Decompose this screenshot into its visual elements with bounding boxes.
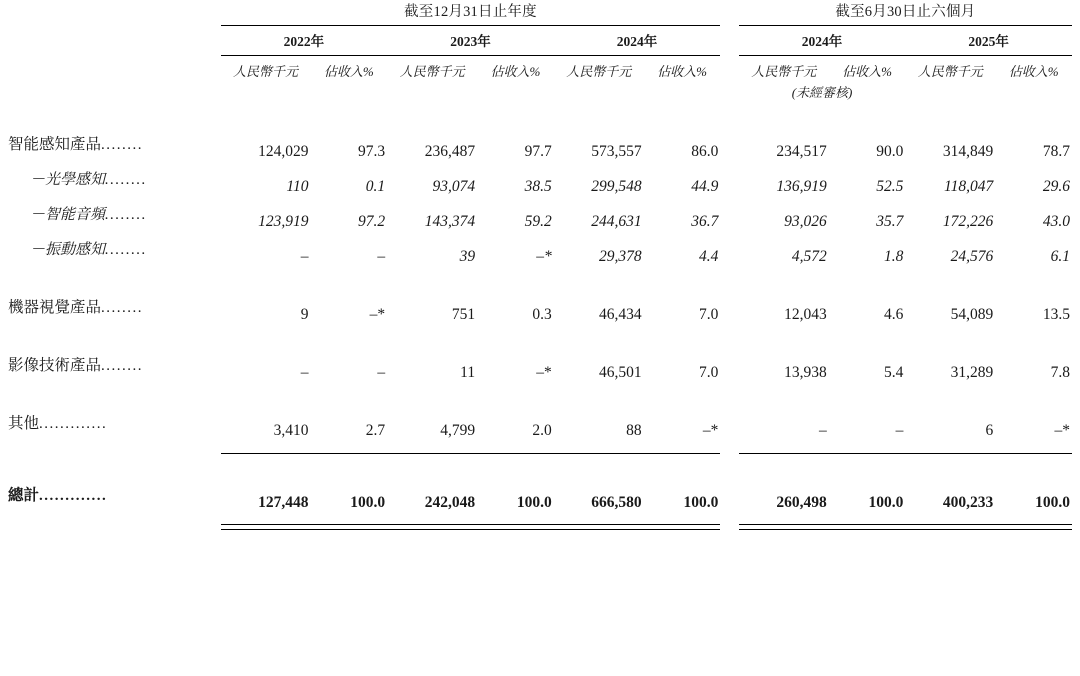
cell-total-c4: 666,580 bbox=[591, 494, 642, 511]
cell-r0-c1: 97.3 bbox=[358, 143, 386, 160]
cell-r4-c2: 751 bbox=[451, 306, 476, 323]
cell-r5-c0: – bbox=[300, 364, 309, 381]
cell-r0-c2: 236,487 bbox=[424, 143, 476, 160]
cell-r3-c4: 29,378 bbox=[599, 248, 642, 265]
spacer-row bbox=[8, 440, 1072, 452]
cell-r2-c3: 59.2 bbox=[524, 213, 552, 230]
cell-r1-c4: 299,548 bbox=[591, 178, 642, 195]
cell-r6-c8: 6 bbox=[985, 422, 994, 439]
unit-header-rmb-2023: 人民幣千元 bbox=[399, 64, 465, 79]
dbl-rule-col-5 bbox=[644, 525, 721, 530]
cell-r3-c0: – bbox=[300, 248, 309, 265]
cell-r0-c8: 314,849 bbox=[942, 143, 994, 160]
dbl-rule-col-0 bbox=[221, 525, 311, 530]
cell-r3-c5: 4.4 bbox=[698, 248, 719, 265]
cell-r0-c7: 90.0 bbox=[876, 143, 904, 160]
cell-r5-c2: 11 bbox=[460, 364, 476, 381]
cell-r6-c2: 4,799 bbox=[440, 422, 476, 439]
period-header-2025h1: 2025年 bbox=[968, 34, 1009, 49]
cell-r1-c9: 29.6 bbox=[1042, 178, 1070, 195]
cell-r6-c0: 3,410 bbox=[273, 422, 309, 439]
cell-r6-c6: – bbox=[818, 422, 827, 439]
cell-r2-c6: 93,026 bbox=[784, 213, 827, 230]
cell-r5-c6: 13,938 bbox=[784, 364, 827, 381]
unit-header-rmb-2024h1: 人民幣千元 bbox=[751, 64, 817, 79]
cell-r3-c9: 6.1 bbox=[1050, 248, 1070, 265]
cell-total-c3: 100.0 bbox=[516, 494, 552, 511]
cell-r1-c2: 93,074 bbox=[432, 178, 476, 195]
unit-header-rmb-2024: 人民幣千元 bbox=[566, 64, 632, 79]
cell-r1-c7: 52.5 bbox=[876, 178, 904, 195]
cell-r4-c6: 12,043 bbox=[784, 306, 827, 323]
cell-r2-c4: 244,631 bbox=[591, 213, 642, 230]
cell-total-c5: 100.0 bbox=[683, 494, 719, 511]
dbl-rule-col-7 bbox=[829, 525, 906, 530]
cell-r3-c6: 4,572 bbox=[791, 248, 827, 265]
cell-r6-c4: 88 bbox=[626, 422, 642, 439]
cell-r5-c5: 7.0 bbox=[698, 364, 719, 381]
cell-total-c2: 242,048 bbox=[424, 494, 476, 511]
cell-r1-c6: 136,919 bbox=[776, 178, 827, 195]
cell-total-c1: 100.0 bbox=[350, 494, 386, 511]
table-row-total bbox=[8, 476, 1072, 512]
cell-r2-c8: 172,226 bbox=[942, 213, 994, 230]
dbl-rule-col-8 bbox=[905, 525, 995, 530]
cell-r0-c3: 97.7 bbox=[524, 143, 552, 160]
spacer-row bbox=[8, 382, 1072, 404]
spacer-row bbox=[8, 512, 1072, 525]
dbl-rule-col-4 bbox=[554, 525, 644, 530]
cell-r5-c4: 46,501 bbox=[599, 364, 642, 381]
cell-r6-c1: 2.7 bbox=[365, 422, 386, 439]
cell-r0-c6: 234,517 bbox=[776, 143, 827, 160]
cell-r4-c9: 13.5 bbox=[1042, 306, 1070, 323]
cell-total-c6: 260,498 bbox=[776, 494, 827, 511]
cell-r4-c3: 0.3 bbox=[532, 306, 552, 323]
dbl-rule-col-1 bbox=[311, 525, 388, 530]
cell-r5-c1: – bbox=[377, 364, 386, 381]
table-row bbox=[8, 125, 1072, 161]
table-row bbox=[8, 161, 1072, 196]
cell-r4-c5: 7.0 bbox=[698, 306, 719, 323]
cell-r0-c5: 86.0 bbox=[691, 143, 719, 160]
cell-r0-c0: 124,029 bbox=[258, 143, 309, 160]
dbl-rule-col-2 bbox=[387, 525, 477, 530]
unaudited-note-row bbox=[8, 82, 1072, 103]
group-header-interim: 截至6月30日止六個月 bbox=[835, 4, 976, 20]
period-header-2024: 2024年 bbox=[616, 34, 658, 49]
period-header-row bbox=[8, 26, 1072, 55]
unit-header-pct-2023: 佔收入% bbox=[490, 64, 541, 79]
cell-r2-c9: 43.0 bbox=[1042, 213, 1070, 230]
dbl-rule-col-3 bbox=[477, 525, 554, 530]
unit-header-row bbox=[8, 56, 1072, 83]
cell-r6-c7: – bbox=[895, 422, 904, 439]
group-header-annual: 截至12月31日止年度 bbox=[404, 4, 537, 20]
cell-r1-c0: 110 bbox=[286, 178, 309, 195]
dbl-rule-col-6 bbox=[739, 525, 829, 530]
row-label-vibration-sensing: －振動感知........ bbox=[30, 242, 148, 258]
cell-r0-c4: 573,557 bbox=[591, 143, 642, 160]
spacer-row bbox=[8, 324, 1072, 346]
table-row bbox=[8, 231, 1072, 266]
cell-r2-c0: 123,919 bbox=[258, 213, 309, 230]
period-header-2024h1: 2024年 bbox=[801, 34, 843, 49]
cell-r3-c7: 1.8 bbox=[883, 248, 904, 265]
table-row bbox=[8, 404, 1072, 440]
cell-r2-c2: 143,374 bbox=[424, 213, 476, 230]
spacer-row bbox=[8, 266, 1072, 288]
unit-header-pct-2024h1: 佔收入% bbox=[842, 64, 892, 79]
cell-r1-c5: 44.9 bbox=[691, 178, 719, 195]
cell-r0-c9: 78.7 bbox=[1042, 143, 1070, 160]
row-label-smart-sensing: 智能感知產品........ bbox=[8, 136, 144, 153]
cell-r1-c1: 0.1 bbox=[365, 178, 386, 195]
cell-r3-c8: 24,576 bbox=[950, 248, 994, 265]
cell-r6-c5: –* bbox=[702, 422, 719, 439]
unit-header-pct-2022: 佔收入% bbox=[323, 64, 374, 79]
total-double-rule-row bbox=[8, 525, 1072, 530]
unit-header-rmb-2025h1: 人民幣千元 bbox=[917, 64, 983, 79]
cell-r4-c0: 9 bbox=[300, 306, 309, 323]
cell-r1-c8: 118,047 bbox=[944, 178, 994, 195]
cell-r4-c8: 54,089 bbox=[950, 306, 994, 323]
row-label-optical-sensing: －光學感知........ bbox=[30, 172, 148, 188]
cell-r6-c3: 2.0 bbox=[532, 422, 552, 439]
cell-r2-c7: 35.7 bbox=[876, 213, 904, 230]
unaudited-note: (未經審核) bbox=[791, 85, 853, 100]
cell-r3-c3: –* bbox=[536, 248, 552, 265]
revenue-breakdown-table bbox=[8, 0, 1072, 530]
row-label-others: 其他............. bbox=[8, 415, 108, 432]
spacer-row bbox=[8, 103, 1072, 125]
cell-r4-c4: 46,434 bbox=[599, 306, 642, 323]
unit-header-pct-2025h1: 佔收入% bbox=[1008, 64, 1059, 79]
cell-total-c9: 100.0 bbox=[1035, 494, 1070, 511]
cell-r5-c9: 7.8 bbox=[1050, 364, 1070, 381]
unit-header-pct-2024: 佔收入% bbox=[657, 64, 707, 79]
table-row bbox=[8, 288, 1072, 324]
row-label-imaging-technology: 影像技術產品........ bbox=[8, 357, 144, 374]
row-label-smart-audio: －智能音頻........ bbox=[30, 207, 148, 223]
cell-r6-c9: –* bbox=[1054, 422, 1070, 439]
cell-r2-c5: 36.7 bbox=[691, 213, 719, 230]
cell-total-c7: 100.0 bbox=[868, 494, 904, 511]
table-row bbox=[8, 346, 1072, 382]
cell-r3-c2: 39 bbox=[459, 248, 476, 265]
table-row bbox=[8, 196, 1072, 231]
cell-r5-c3: –* bbox=[536, 364, 552, 381]
cell-r5-c8: 31,289 bbox=[950, 364, 994, 381]
cell-r4-c7: 4.6 bbox=[883, 306, 904, 323]
cell-r5-c7: 5.4 bbox=[883, 364, 904, 381]
cell-r1-c3: 38.5 bbox=[524, 178, 552, 195]
dbl-rule-col-9 bbox=[995, 525, 1072, 530]
period-header-2022: 2022年 bbox=[283, 34, 325, 49]
cell-r2-c1: 97.2 bbox=[358, 213, 386, 230]
unit-header-rmb-2022: 人民幣千元 bbox=[233, 64, 299, 79]
group-header-row bbox=[8, 0, 1072, 24]
row-label-machine-vision: 機器視覺產品........ bbox=[8, 299, 144, 316]
period-header-2023: 2023年 bbox=[450, 34, 491, 49]
spacer-row bbox=[8, 454, 1072, 477]
cell-total-c8: 400,233 bbox=[942, 494, 994, 511]
row-label-total: 總計............. bbox=[8, 487, 108, 504]
cell-total-c0: 127,448 bbox=[258, 494, 309, 511]
cell-r3-c1: – bbox=[377, 248, 386, 265]
cell-r4-c1: –* bbox=[369, 306, 386, 323]
